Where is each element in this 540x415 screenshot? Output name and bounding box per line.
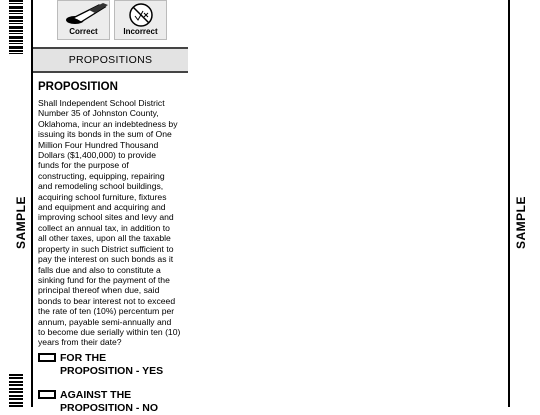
sample-label-right: SAMPLE [514, 195, 528, 249]
propositions-header: PROPOSITIONS [33, 47, 188, 73]
vote-oval-no[interactable] [38, 390, 56, 399]
correct-label: Correct [69, 27, 98, 36]
proposition-line: to become due serially within ten (10) [38, 326, 181, 337]
marking-instructions [57, 0, 167, 42]
proposition-line: years from their date? [38, 337, 122, 348]
no-sign-icon [116, 1, 166, 29]
proposition-line: pay the interest on such bonds as it [38, 254, 174, 265]
barcode-top [9, 0, 23, 56]
proposition-line: issuing its bonds in the sum of One [38, 129, 172, 140]
proposition-line: all other taxes, upon all the taxable [38, 233, 171, 244]
proposition-line: property in such District sufficient to [38, 243, 174, 254]
barcode-bottom [9, 374, 23, 407]
option-no-line1: AGAINST THE [60, 389, 132, 401]
option-no[interactable] [38, 389, 158, 415]
proposition-line: annum, payable semi-annually and [38, 316, 172, 327]
proposition-line: Dollars ($1,400,000) to provide [38, 150, 156, 161]
correct-mark-example [57, 0, 110, 40]
proposition-line: Oklahoma, incur an indebtedness by [38, 118, 178, 129]
option-yes-label [60, 352, 163, 378]
option-yes-line2: PROPOSITION - YES [60, 365, 164, 377]
proposition-line: acquiring school furniture, fixtures [38, 191, 167, 202]
option-no-line2: PROPOSITION - NO [60, 402, 159, 414]
proposition-line: bonds to bear interest not to exceed [38, 295, 176, 306]
proposition-line: funds for the purpose of [38, 160, 129, 171]
proposition-line: and equipment and acquiring and [38, 202, 166, 213]
pen-filling-oval-icon [59, 1, 109, 29]
proposition-line: collect an annual tax, in addition to [38, 222, 170, 233]
incorrect-label: Incorrect [123, 27, 158, 36]
proposition-line: sinking fund for the payment of the [38, 274, 170, 285]
sample-label-left: SAMPLE [14, 195, 28, 249]
column-divider-right [508, 0, 510, 407]
proposition-line: improving school sites and levy and [38, 212, 174, 223]
proposition-text [38, 98, 190, 348]
proposition-line: Million Four Hundred Thousand [38, 139, 159, 150]
option-yes-line1: FOR THE [60, 352, 107, 364]
option-yes[interactable] [38, 352, 163, 378]
vote-oval-yes[interactable] [38, 353, 56, 362]
proposition-line: Shall Independent School District [38, 98, 165, 108]
proposition-line: principal thereof when due, said [38, 285, 160, 296]
incorrect-mark-example [114, 0, 167, 40]
proposition-line: the rate of ten (10%) percentum per [38, 306, 175, 317]
proposition-line: falls due and also to constitute a [38, 264, 161, 275]
proposition-title: PROPOSITION [38, 81, 118, 93]
proposition-line: constructing, equipping, repairing [38, 170, 165, 181]
proposition-line: Number 35 of Johnston County, [38, 108, 159, 119]
option-no-label [60, 389, 158, 415]
proposition-line: and remodeling school buildings, [38, 181, 164, 192]
